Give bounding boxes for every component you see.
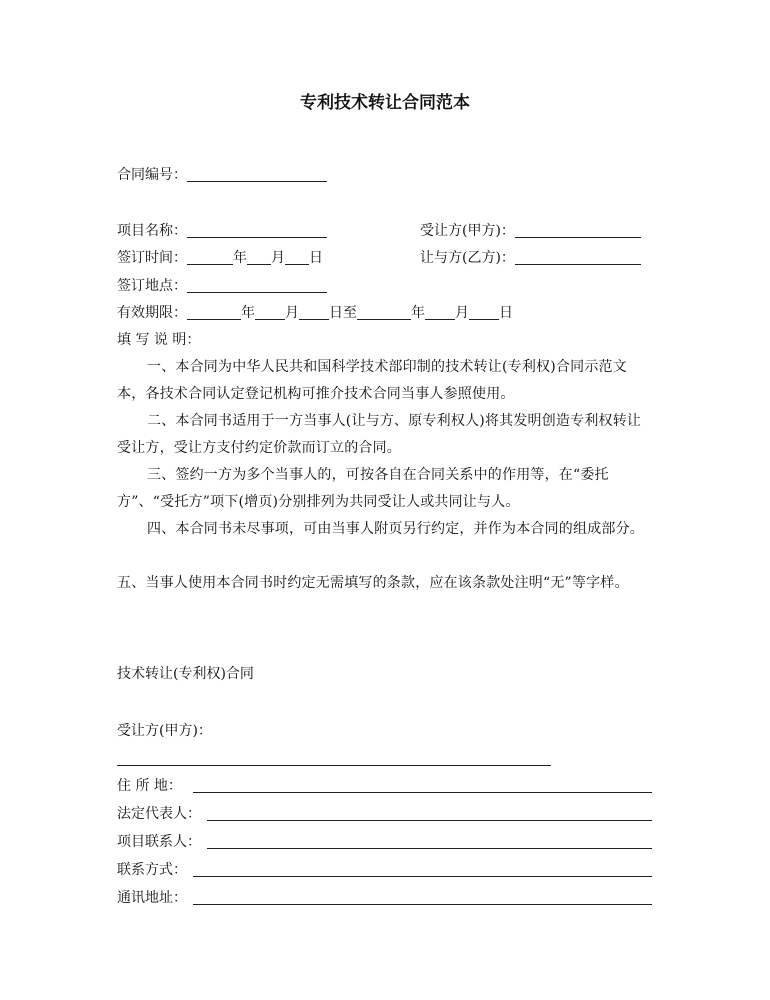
month-label: 月 (285, 305, 299, 321)
year-label: 年 (241, 305, 255, 321)
instruction-item: 一、本合同为中华人民共和国科学技术部印制的技术转让(专利权)合同示范文本，各技术合同认定登记机构可推介技术合同当事人参照使用。 (117, 359, 627, 402)
party-a-name-field[interactable] (117, 765, 551, 766)
sign-time-row (117, 249, 323, 267)
instruction-item: 四、本合同书未尽事项，可由当事人附页另行约定，并作为本合同的组成部分。 (147, 521, 644, 537)
transferor-field[interactable] (515, 250, 641, 265)
to-label: 日至 (329, 305, 357, 321)
mailing-address-label: 通讯地址： (117, 890, 187, 906)
validity-start-day-field[interactable] (299, 305, 329, 320)
sign-time-label: 签订时间： (117, 250, 187, 266)
sign-place-field[interactable] (187, 278, 327, 293)
month-label: 月 (455, 305, 469, 321)
contract-heading: 技术转让(专利权)合同 (117, 666, 254, 682)
legal-rep-field[interactable] (207, 820, 652, 821)
year-label: 年 (233, 250, 247, 266)
validity-end-year-field[interactable] (357, 305, 411, 320)
day-label: 日 (309, 250, 323, 266)
contact-person-field[interactable] (207, 848, 652, 849)
instruction-item: 二、本合同书适用于一方当事人(让与方、原专利权人)将其发明创造专利权转让受让方，受让方支付约定价款而订立的合同。 (117, 413, 642, 456)
mailing-address-field[interactable] (193, 904, 652, 905)
project-name-label: 项目名称： (117, 223, 187, 239)
sign-day-field[interactable] (285, 250, 309, 265)
sign-month-field[interactable] (247, 250, 271, 265)
validity-end-month-field[interactable] (425, 305, 455, 320)
contract-number-row (117, 166, 327, 184)
document-title: 专利技术转让合同范本 (300, 93, 470, 113)
sign-place-row (117, 277, 327, 295)
transferor-row (420, 249, 641, 267)
contact-method-label: 联系方式： (117, 862, 187, 878)
contact-person-label: 项目联系人： (117, 834, 201, 850)
transferee-label: 受让方(甲方)： (420, 223, 515, 239)
party-a-label: 受让方(甲方)： (117, 723, 212, 739)
validity-label: 有效期限： (117, 305, 187, 321)
validity-start-year-field[interactable] (187, 305, 241, 320)
month-label: 月 (271, 250, 285, 266)
contract-number-field[interactable] (187, 167, 327, 182)
transferor-label: 让与方(乙方)： (420, 250, 515, 266)
year-label: 年 (411, 305, 425, 321)
contract-number-label: 合同编号： (117, 167, 187, 183)
sign-place-label: 签订地点： (117, 278, 187, 294)
instruction-item: 五、当事人使用本合同书时约定无需填写的条款，应在该条款处注明“无”等字样。 (117, 575, 629, 591)
sign-year-field[interactable] (187, 250, 233, 265)
contact-method-field[interactable] (193, 876, 652, 877)
transferee-row (420, 222, 641, 240)
day-label: 日 (499, 305, 513, 321)
transferee-field[interactable] (515, 223, 641, 238)
validity-row (117, 304, 513, 322)
validity-end-day-field[interactable] (469, 305, 499, 320)
address-label: 住 所 地： (117, 778, 182, 794)
legal-rep-label: 法定代表人： (117, 806, 201, 822)
instructions-heading: 填 写 说 明： (117, 332, 201, 348)
instruction-item: 三、签约一方为多个当事人的，可按各自在合同关系中的作用等，在“委托方”、“受托方”项下(增页)分别排列为共同受让人或共同让与人。 (117, 467, 609, 510)
validity-start-month-field[interactable] (255, 305, 285, 320)
project-name-field[interactable] (187, 223, 327, 238)
address-field[interactable] (193, 792, 652, 793)
project-name-row (117, 222, 327, 240)
